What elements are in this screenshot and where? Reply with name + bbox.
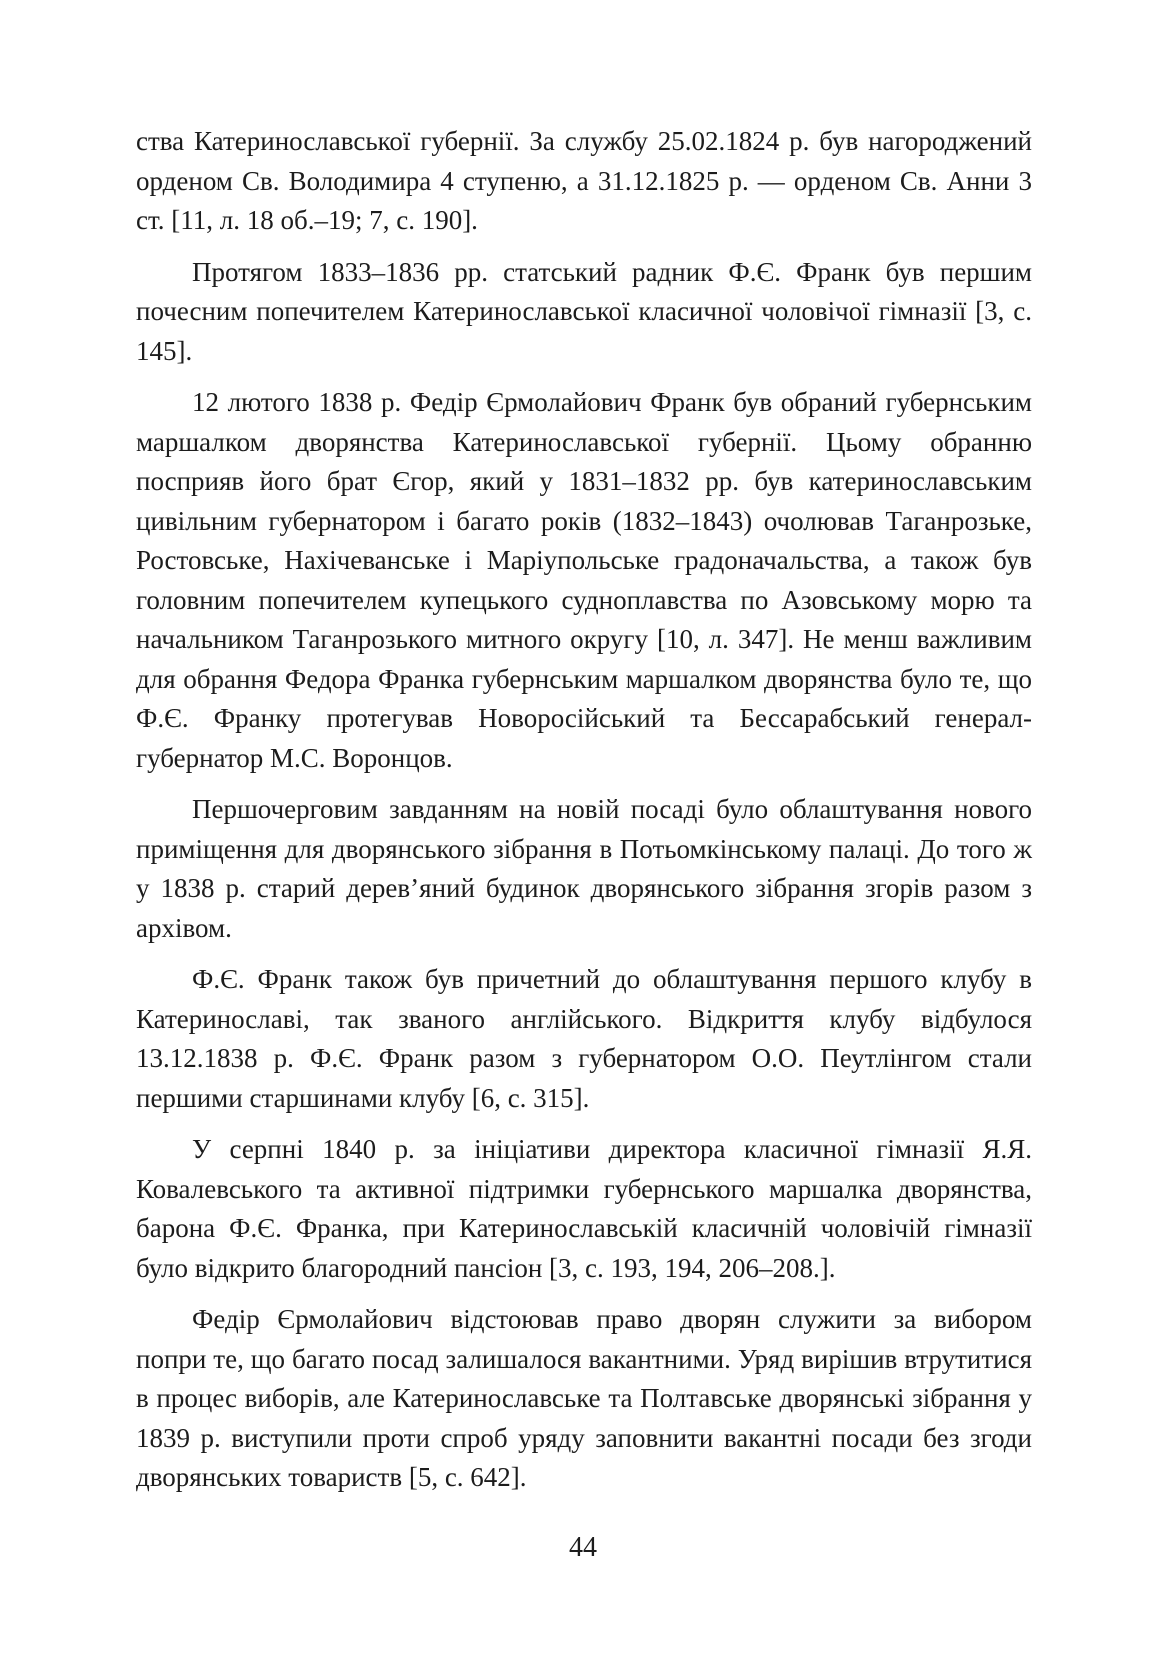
body-text xyxy=(136,122,1032,1510)
paragraph: У серпні 1840 р. за ініціативи директора класичної гімназії Я.Я. Ковалевського та активної підтримки губернського маршалка дворянства, барона Ф.Є. Франка, при Катеринославській класичній чоловічій гімназії було відкрито благородний пансіон [3, с. 193, 194, 206–208.]. xyxy=(136,1134,1032,1283)
paragraph: Протягом 1833–1836 рр. статський радник Ф.Є. Франк був першим почесним попечителем Катеринославської класичної чоловічої гімназії [3, с. 145]. xyxy=(136,256,1032,366)
page-number: 44 xyxy=(569,1532,597,1563)
paragraph: Ф.Є. Франк також був причетний до облаштування першого клубу в Катеринославі, так званого англійського. Відкриття клубу відбулося 13.12.1838 р. Ф.Є. Франк разом з губернатором О.О. Пеутлінгом стали першими старшинами клубу [6, с. 315]. xyxy=(136,964,1032,1113)
paragraph: Федір Єрмолайович відстоював право дворян служити за вибором попри те, що багато посад залишалося вакантними. Уряд вирішив втрутитися в процес виборів, але Катеринославське та Полтавське дворянські зібрання у 1839 р. виступили проти спроб уряду заповнити вакантні посади без згоди дворянських товариств [5, с. 642]. xyxy=(136,1304,1032,1492)
paragraph: Першочерговим завданням на новій посаді було облаштування нового приміщення для дворянського зібрання в Потьомкінському палаці. До того ж у 1838 р. старий дерев’яний будинок дворянського зібрання згорів разом з архівом. xyxy=(136,794,1032,943)
paragraph: 12 лютого 1838 р. Федір Єрмолайович Франк був обраний губернським маршалком дворянства Катеринославської губернії. Цьому обранню посприяв його брат Єгор, який у 1831–1832 рр. був катеринославським цивільним губернатором і багато років (1832–1843) очолював Таганрозьке, Ростовське, Нахічеванське і Маріупольське градоначальства, а також був головним попечителем купецького судноплавства по Азовському морю та начальником Таганрозького митного округу [10, л. 347]. Не менш важливим для обрання Федора Франка губернським маршалком дворянства було те, що Ф.Є. Франку протегував Новоросійський та Бессарабський генерал-губернатор М.С. Воронцов. xyxy=(136,387,1032,773)
paragraph-continuation: ства Катеринославської губернії. За службу 25.02.1824 р. був нагороджений орденом Св. Володимира 4 ступеню, а 31.12.1825 р. — орденом Св. Анни 3 ст. [11, л. 18 об.–19; 7, с. 190]. xyxy=(136,126,1032,235)
